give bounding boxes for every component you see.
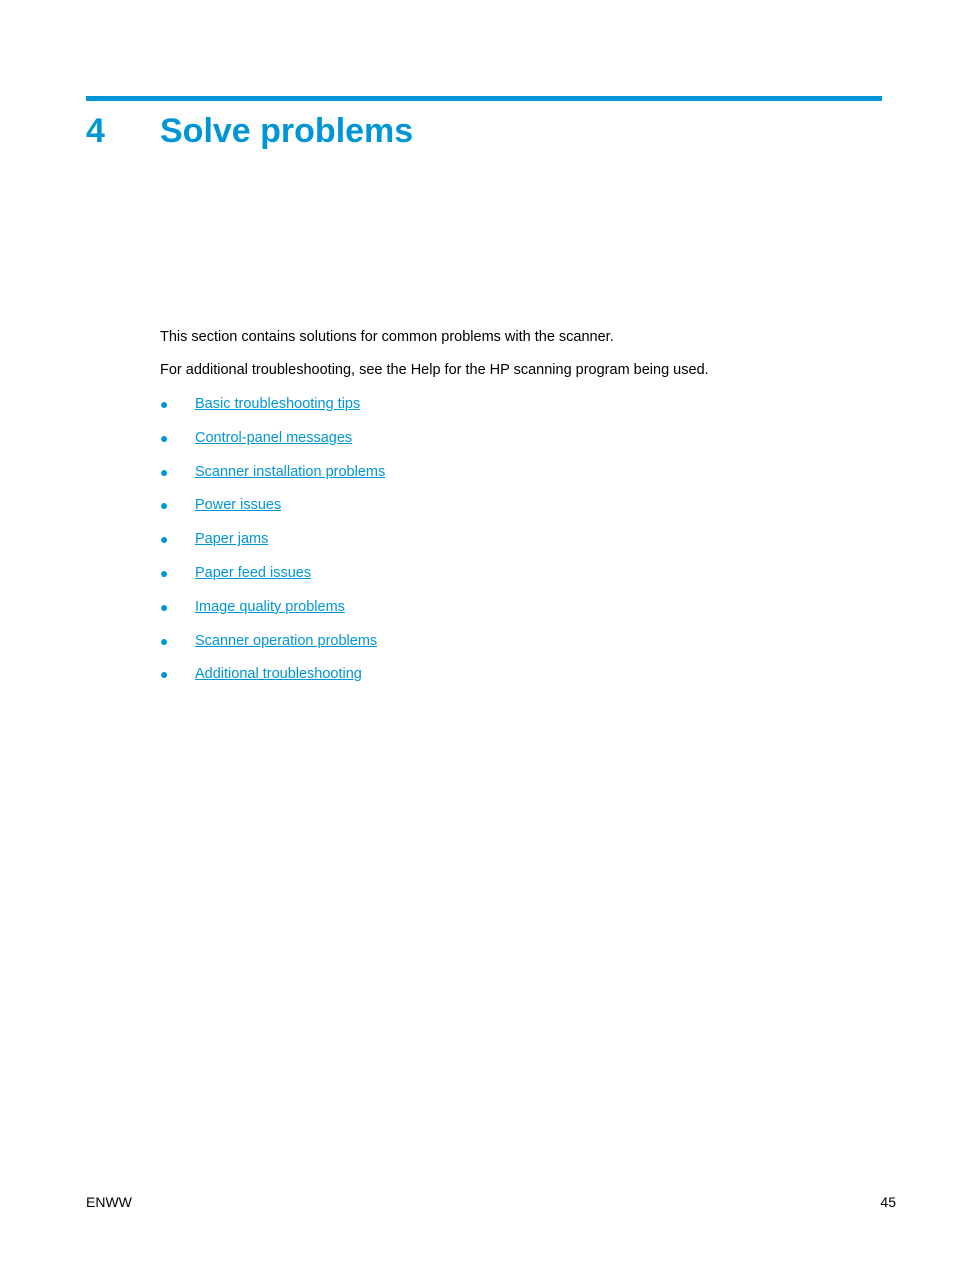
list-item: [160, 428, 385, 462]
bullet-icon: ●: [160, 598, 169, 615]
link-scanner-installation-problems[interactable]: Scanner installation problems: [195, 463, 386, 480]
bullet-icon: ●: [160, 632, 169, 649]
link-scanner-operation-problems[interactable]: Scanner operation problems: [195, 632, 378, 649]
bullet-icon: ●: [160, 463, 169, 480]
bullet-icon: ●: [160, 531, 169, 548]
link-paper-jams[interactable]: Paper jams: [195, 531, 269, 548]
list-item: [160, 529, 385, 563]
bullet-icon: ●: [160, 497, 169, 514]
topic-list: [160, 394, 385, 698]
link-paper-feed-issues[interactable]: Paper feed issues: [195, 564, 312, 581]
list-item: [160, 495, 385, 529]
bullet-icon: ●: [160, 564, 169, 581]
list-item: [160, 664, 385, 698]
link-power-issues[interactable]: Power issues: [195, 497, 282, 514]
chapter-number: 4: [86, 112, 105, 150]
link-image-quality-problems[interactable]: Image quality problems: [195, 598, 345, 615]
link-control-panel-messages[interactable]: Control-panel messages: [195, 429, 353, 446]
list-item: [160, 597, 385, 631]
footer-locale: ENWW: [86, 1194, 132, 1210]
list-item: [160, 462, 385, 496]
chapter-heading: [86, 108, 413, 154]
bullet-icon: ●: [160, 666, 169, 683]
page-number: 45: [880, 1194, 896, 1210]
intro-paragraph-1: This section contains solutions for common problems with the scanner.: [160, 329, 614, 345]
chapter-rule: [86, 96, 882, 101]
list-item: [160, 563, 385, 597]
bullet-icon: ●: [160, 429, 169, 446]
bullet-icon: ●: [160, 396, 169, 412]
list-item: [160, 631, 385, 665]
list-item: [160, 394, 385, 428]
chapter-title: Solve problems: [160, 112, 414, 150]
intro-paragraph-2: For additional troubleshooting, see the Help for the HP scanning program being used.: [160, 362, 709, 378]
link-additional-troubleshooting[interactable]: Additional troubleshooting: [195, 666, 362, 683]
link-basic-troubleshooting-tips[interactable]: Basic troubleshooting tips: [195, 396, 361, 412]
